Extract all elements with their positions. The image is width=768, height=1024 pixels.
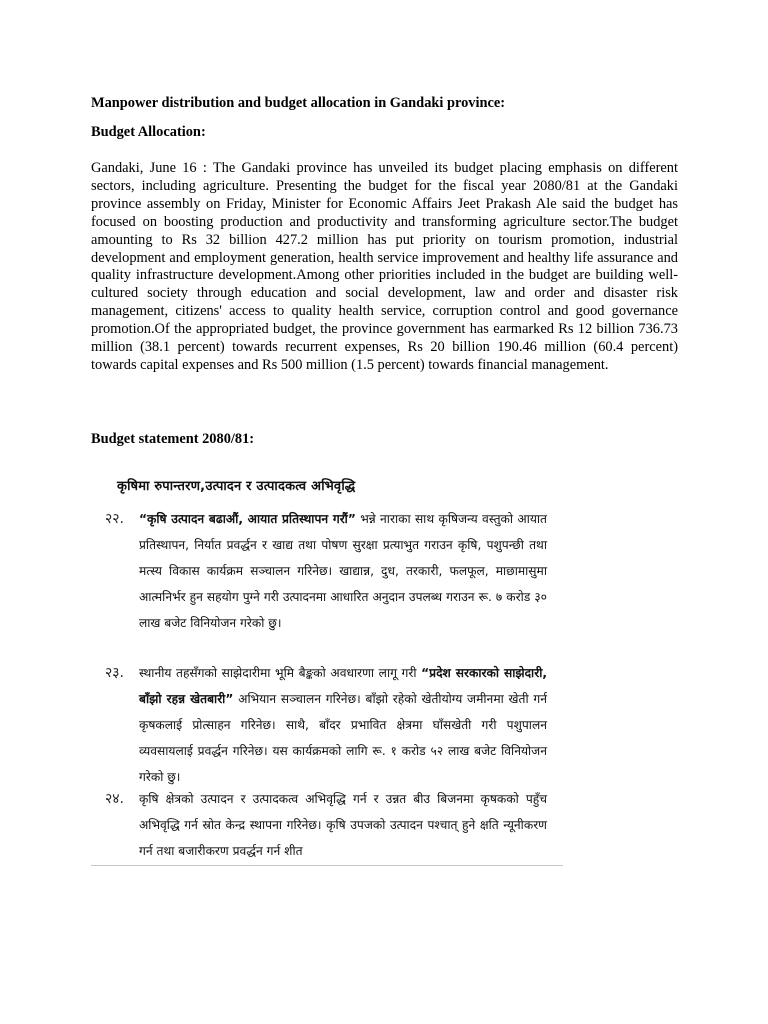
scan-section-title: कृषिमा रुपान्तरण,उत्पादन र उत्पादकत्व अभिवृद्धि: [117, 479, 356, 494]
scan-item: [105, 660, 547, 790]
scan-item: [105, 506, 547, 636]
scan-item-body: [139, 660, 547, 790]
scan-item-body: [139, 506, 547, 636]
scan-item-slogan: “प्रदेश सरकारको साझेदारी, बाँझो रहन्न खेतबारी”: [139, 666, 547, 706]
scan-item-slogan: “कृषि उत्पादन बढाऔं, आयात प्रतिस्थापन गरौं”: [139, 512, 356, 526]
scan-item: [105, 786, 547, 864]
scan-item-text: अभियान सञ्चालन गरिनेछ। बाँझो रहेको खेतीयोग्य जमीनमा खेती गर्न कृषकलाई प्रोत्साहन गरिनेछ। साथै, बाँदर प्रभावित क्षेत्रमा घाँसखेती गरी पशुपालन व्यवसायलाई प्रवर्द्धन गरिनेछ। यस कार्यक्रमको लागि रू. १ करोड ५२ लाख बजेट विनियोजन गरेको छु।: [139, 692, 548, 784]
scan-item-text: कृषि क्षेत्रको उत्पादन र उत्पादकत्व अभिवृद्धि गर्न र उन्नत बीउ बिजनमा कृषकको पहुँच अभिवृद्धि गर्न स्रोत केन्द्र स्थापना गरिनेछ। कृषि उपजको उत्पादन पश्चात् हुने क्षति न्यूनीकरण गर्न तथा बजारीकरण प्रवर्द्धन गर्न शीत: [139, 792, 547, 858]
article-paragraph: Gandaki, June 16 : The Gandaki province has unveiled its budget placing emphasis on different sectors, including agriculture. Presenting the budget for the fiscal year 2080/81 at the Gandaki province assembly on Friday, Minister for Economic Affairs Jeet Prakash Ale said the budget has focused on boosting production and productivity and transforming agriculture sector.The budget amounting to Rs 32 billion 427.2 million has put priority on tourism promotion, industrial development and employment generation, health service improvement and healthy life assurance and quality infrastructure development.Among other priorities included in the budget are building well-cultured society through education and social development, law and order and disaster risk management, citizens' access to quality health service, corruption control and good governance promotion.Of the appropriated budget, the province government has earmarked Rs 12 billion 736.73 million (38.1 percent) towards recurrent expenses, Rs 20 billion 190.46 million (60.4 percent) towards capital expenses and Rs 500 million (1.5 percent) towards financial management.: [91, 160, 678, 373]
budget-statement-scan-image: [91, 468, 563, 866]
scan-item-intro: स्थानीय तहसँगको साझेदारीमा भूमि बैङ्कको अवधारणा लागू गरी: [139, 666, 422, 680]
scan-item-number: २२.: [105, 511, 125, 527]
budget-allocation-heading: Budget Allocation:: [91, 124, 206, 140]
scan-bottom-divider: [91, 865, 563, 866]
scan-item-body: [139, 786, 547, 864]
scan-item-number: २४.: [105, 791, 125, 807]
scan-item-text: भन्ने नाराका साथ कृषिजन्य वस्तुको आयात प्रतिस्थापन, निर्यात प्रवर्द्धन र खाद्य तथा पोषण सुरक्षा प्रत्याभुत गराउन कृषि, पशुपन्छी तथा मत्स्य विकास कार्यक्रम सञ्चालन गरिनेछ। खाद्यान्न, दुध, तरकारी, फलफूल, माछामासुमा आत्मनिर्भर हुन सहयोग पुग्ने गरी उत्पादनमा आधारित अनुदान उपलब्ध गराउन रू. ७ करोड ३० लाख बजेट विनियोजन गरेको छु।: [139, 512, 547, 630]
budget-statement-heading: Budget statement 2080/81:: [91, 431, 255, 447]
document-title: Manpower distribution and budget allocation in Gandaki province:: [91, 95, 506, 111]
scan-item-number: २३.: [105, 665, 125, 681]
